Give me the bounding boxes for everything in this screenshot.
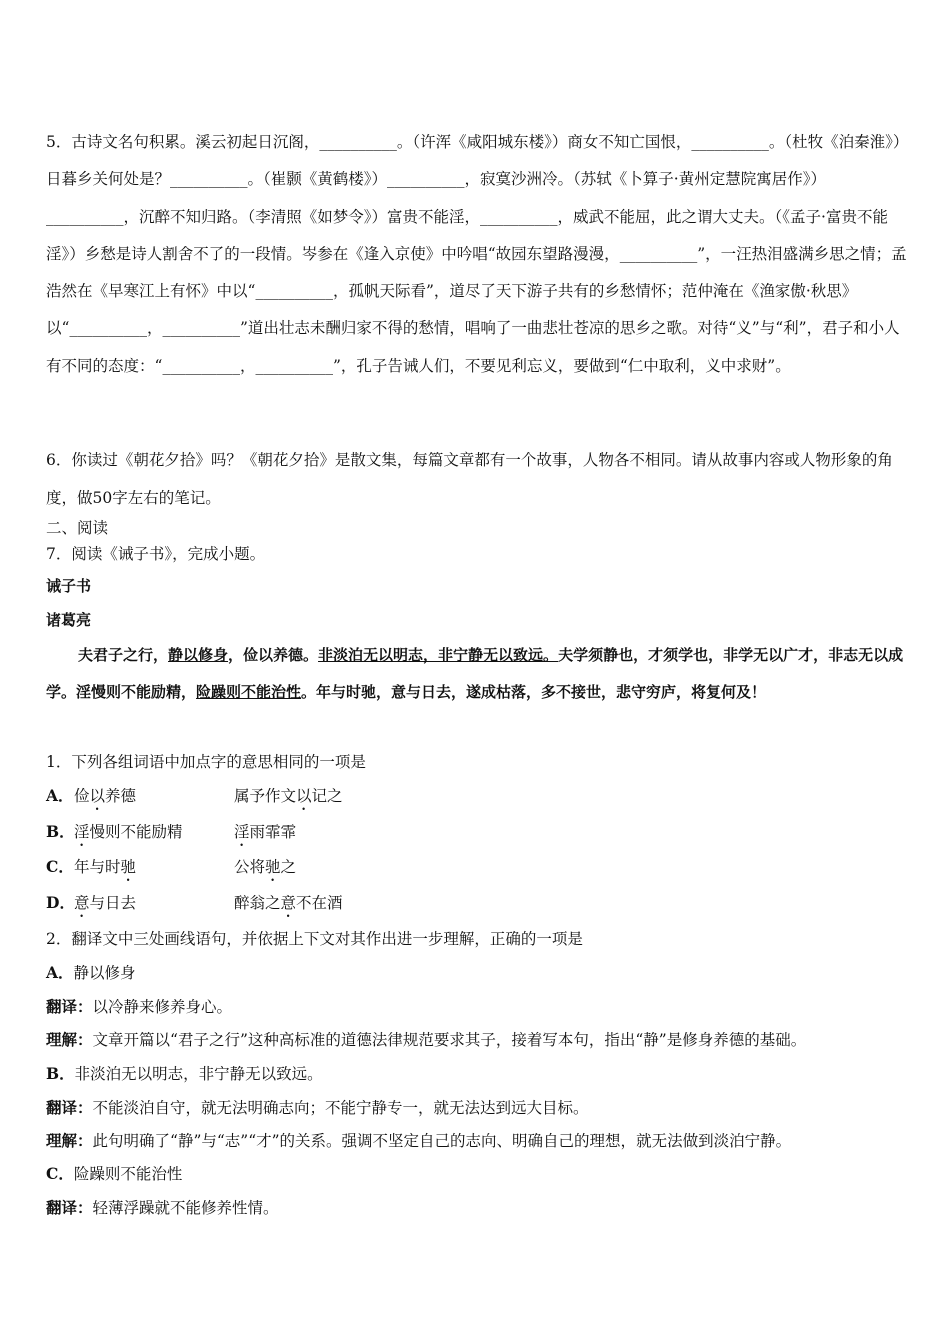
q5-text: 。（许浑《咸阳城东楼》）商女不知亡国恨， xyxy=(396,133,692,151)
translation-b xyxy=(46,1096,589,1118)
q5-text: 。（崔颢《黄鹤楼》） xyxy=(247,170,388,189)
answer-blank: __________ xyxy=(619,244,698,263)
underlined-sentence-3: 险躁则不能治性 xyxy=(196,683,302,701)
passage-segment: 。年与时驰，意与日去，遂成枯落，多不接世，悲守穷庐，将复何及！ xyxy=(301,683,767,701)
option-letter: B． xyxy=(46,1064,75,1083)
translation-text: 不能淡泊自守，就无法明确志向；不能宁静专一，就无法达到远大目标。 xyxy=(92,1099,589,1117)
option-letter: B． xyxy=(46,822,75,841)
understanding-text: 文章开篇以“君子之行”这种高标准的道德法律规范要求其子，接着写本句，指出“静”是修身养德的基础。 xyxy=(92,1031,807,1049)
option-left-term xyxy=(74,891,234,921)
dotted-char: 驰 xyxy=(265,858,281,876)
q5-text: ，沉醉不知归路。（李清照《如梦令》）富贵不能淫， xyxy=(123,207,481,226)
q5-text: ”道出壮志未酬归家不得的愁情，唱响了一曲悲壮苍凉的思乡之歌。对待“义”与“利”，君子和小人有不同的态度：“ xyxy=(46,319,900,375)
q5-text: ，寂寞沙洲冷。（苏轼《卜算子·黄州定慧院寓居作》） xyxy=(464,170,826,189)
answer-blank: __________ xyxy=(255,282,333,301)
dotted-char: 淫 xyxy=(74,823,90,841)
subquestion-1-stem: 1．下列各组词语中加点字的意思相同的一项是 xyxy=(46,753,366,771)
dotted-char: 以 xyxy=(89,787,106,805)
answer-blank: __________ xyxy=(319,133,397,151)
option-right-term xyxy=(234,858,296,876)
translation-a xyxy=(46,995,232,1017)
understanding-b xyxy=(46,1129,791,1151)
q5-text: ”，一汪热泪盛满乡思之情；孟浩然在《早寒江上有怀》中以“ xyxy=(46,244,907,301)
q5-text: ，孤帆天际看”，道尽了天下游子共有的乡愁情怀；范仲淹在《渔家傲·秋思》以“ xyxy=(46,282,858,338)
q5-text: ， xyxy=(239,356,256,375)
understanding-text: 此句明确了“静”与“志”“才”的关系。强调不坚定自己的志向、明确自己的理想，就无法做到淡泊宁静。 xyxy=(92,1132,792,1150)
dotted-char: 淫 xyxy=(234,823,250,841)
option-left-term xyxy=(74,855,234,885)
answer-blank: __________ xyxy=(691,133,769,151)
passage-segment: 夫学须静也，才须学也，非学无以广才，非志无以成学。淫慢则不能励精， xyxy=(46,646,904,701)
term-text: 属予作文 xyxy=(234,787,297,805)
q5-text: 5．古诗文名句积累。溪云初起日沉阁， xyxy=(46,133,320,151)
option-b xyxy=(46,820,296,850)
passage-title: 诫子书 xyxy=(46,577,92,595)
answer-blank: __________ xyxy=(480,207,558,226)
label: 理解： xyxy=(46,1131,93,1150)
q5-text: ， xyxy=(146,319,163,338)
option-letter: A． xyxy=(46,786,74,805)
understanding-a xyxy=(46,1028,806,1050)
option-left-term xyxy=(74,820,234,850)
option-text: 静以修身 xyxy=(73,964,136,982)
answer-blank: __________ xyxy=(387,170,465,189)
term-text: 养德 xyxy=(105,787,137,805)
term-text: 公将 xyxy=(234,858,266,876)
option-letter: A． xyxy=(46,963,74,982)
dotted-char: 驰 xyxy=(120,858,137,876)
label: 翻译： xyxy=(46,1098,93,1117)
option-a-2 xyxy=(46,961,136,983)
section-heading: 二、阅读 xyxy=(46,519,109,537)
option-text: 非淡泊无以明志，非宁静无以致远。 xyxy=(74,1065,323,1083)
dotted-char: 意 xyxy=(280,894,297,912)
answer-blank: __________ xyxy=(255,356,333,375)
passage-author: 诸葛亮 xyxy=(46,611,92,629)
term-text: 俭 xyxy=(74,787,90,805)
label: 翻译： xyxy=(46,997,93,1016)
translation-c xyxy=(46,1196,279,1218)
term-text: 之 xyxy=(280,858,297,876)
term-text: 与日去 xyxy=(89,894,137,912)
term-text: 慢则不能励精 xyxy=(89,823,183,841)
subquestion-2-stem: 2．翻译文中三处画线语句，并依据上下文对其作出进一步理解，正确的一项是 xyxy=(46,930,583,948)
option-text: 险躁则不能治性 xyxy=(73,1165,183,1183)
label: 理解： xyxy=(46,1030,93,1049)
term-text: 年与时 xyxy=(74,858,121,876)
label: 翻译： xyxy=(46,1198,93,1217)
term-text: 雨霏霏 xyxy=(249,823,297,841)
answer-blank: __________ xyxy=(69,319,147,338)
term-text: 醉翁之 xyxy=(234,894,281,912)
translation-text: 以冷静来修养身心。 xyxy=(92,998,233,1016)
answer-blank: __________ xyxy=(162,319,240,338)
passage-segment: 夫君子之行， xyxy=(78,646,169,664)
answer-blank: __________ xyxy=(46,207,124,226)
passage-text xyxy=(46,637,908,711)
answer-blank: __________ xyxy=(170,170,248,189)
option-d xyxy=(46,891,343,921)
option-c-2 xyxy=(46,1162,182,1184)
term-text: 不在酒 xyxy=(296,894,343,912)
option-right-term xyxy=(234,823,296,841)
question-6: 6．你读过《朝花夕拾》吗？《朝花夕拾》是散文集，每篇文章都有一个故事，人物各不相同。请从故事内容或人物形象的角度，做50字左右的笔记。 xyxy=(46,451,893,507)
underlined-sentence-2: 非淡泊无以明志，非宁静无以致远。 xyxy=(318,646,559,664)
answer-blank: __________ xyxy=(162,356,240,375)
option-b-2 xyxy=(46,1062,323,1084)
option-c xyxy=(46,855,296,885)
translation-text: 轻薄浮躁就不能修养性情。 xyxy=(92,1199,279,1217)
option-letter: D． xyxy=(46,893,75,912)
option-a xyxy=(46,784,343,814)
question-7-intro: 7．阅读《诫子书》，完成小题。 xyxy=(46,545,266,563)
option-letter: C． xyxy=(46,1164,74,1183)
dotted-char: 以 xyxy=(296,787,312,805)
question-5 xyxy=(46,124,908,385)
term-text: 记之 xyxy=(311,787,343,805)
dotted-char: 意 xyxy=(74,894,90,912)
q5-text: ，威武不能屈，此之谓大丈夫。（《孟子·富贵不能淫》）乡愁是诗人割舍不了的一段情。岑参在《逢入京使》中吟唱“故园东望路漫漫， xyxy=(46,207,888,263)
underlined-sentence-1: 静以修身 xyxy=(168,646,229,664)
q5-text: ”，孔子告诫人们，不要见利忘义，要做到“仁中取利，义中求财”。 xyxy=(332,356,791,375)
passage-segment: ，俭以养德。 xyxy=(228,646,319,664)
option-letter: C． xyxy=(46,857,74,876)
option-right-term xyxy=(234,894,343,912)
q5-text: 。（杜牧《泊秦淮》）日暮乡关何处是？ xyxy=(46,133,901,189)
option-left-term xyxy=(74,784,234,814)
option-right-term xyxy=(234,787,343,805)
